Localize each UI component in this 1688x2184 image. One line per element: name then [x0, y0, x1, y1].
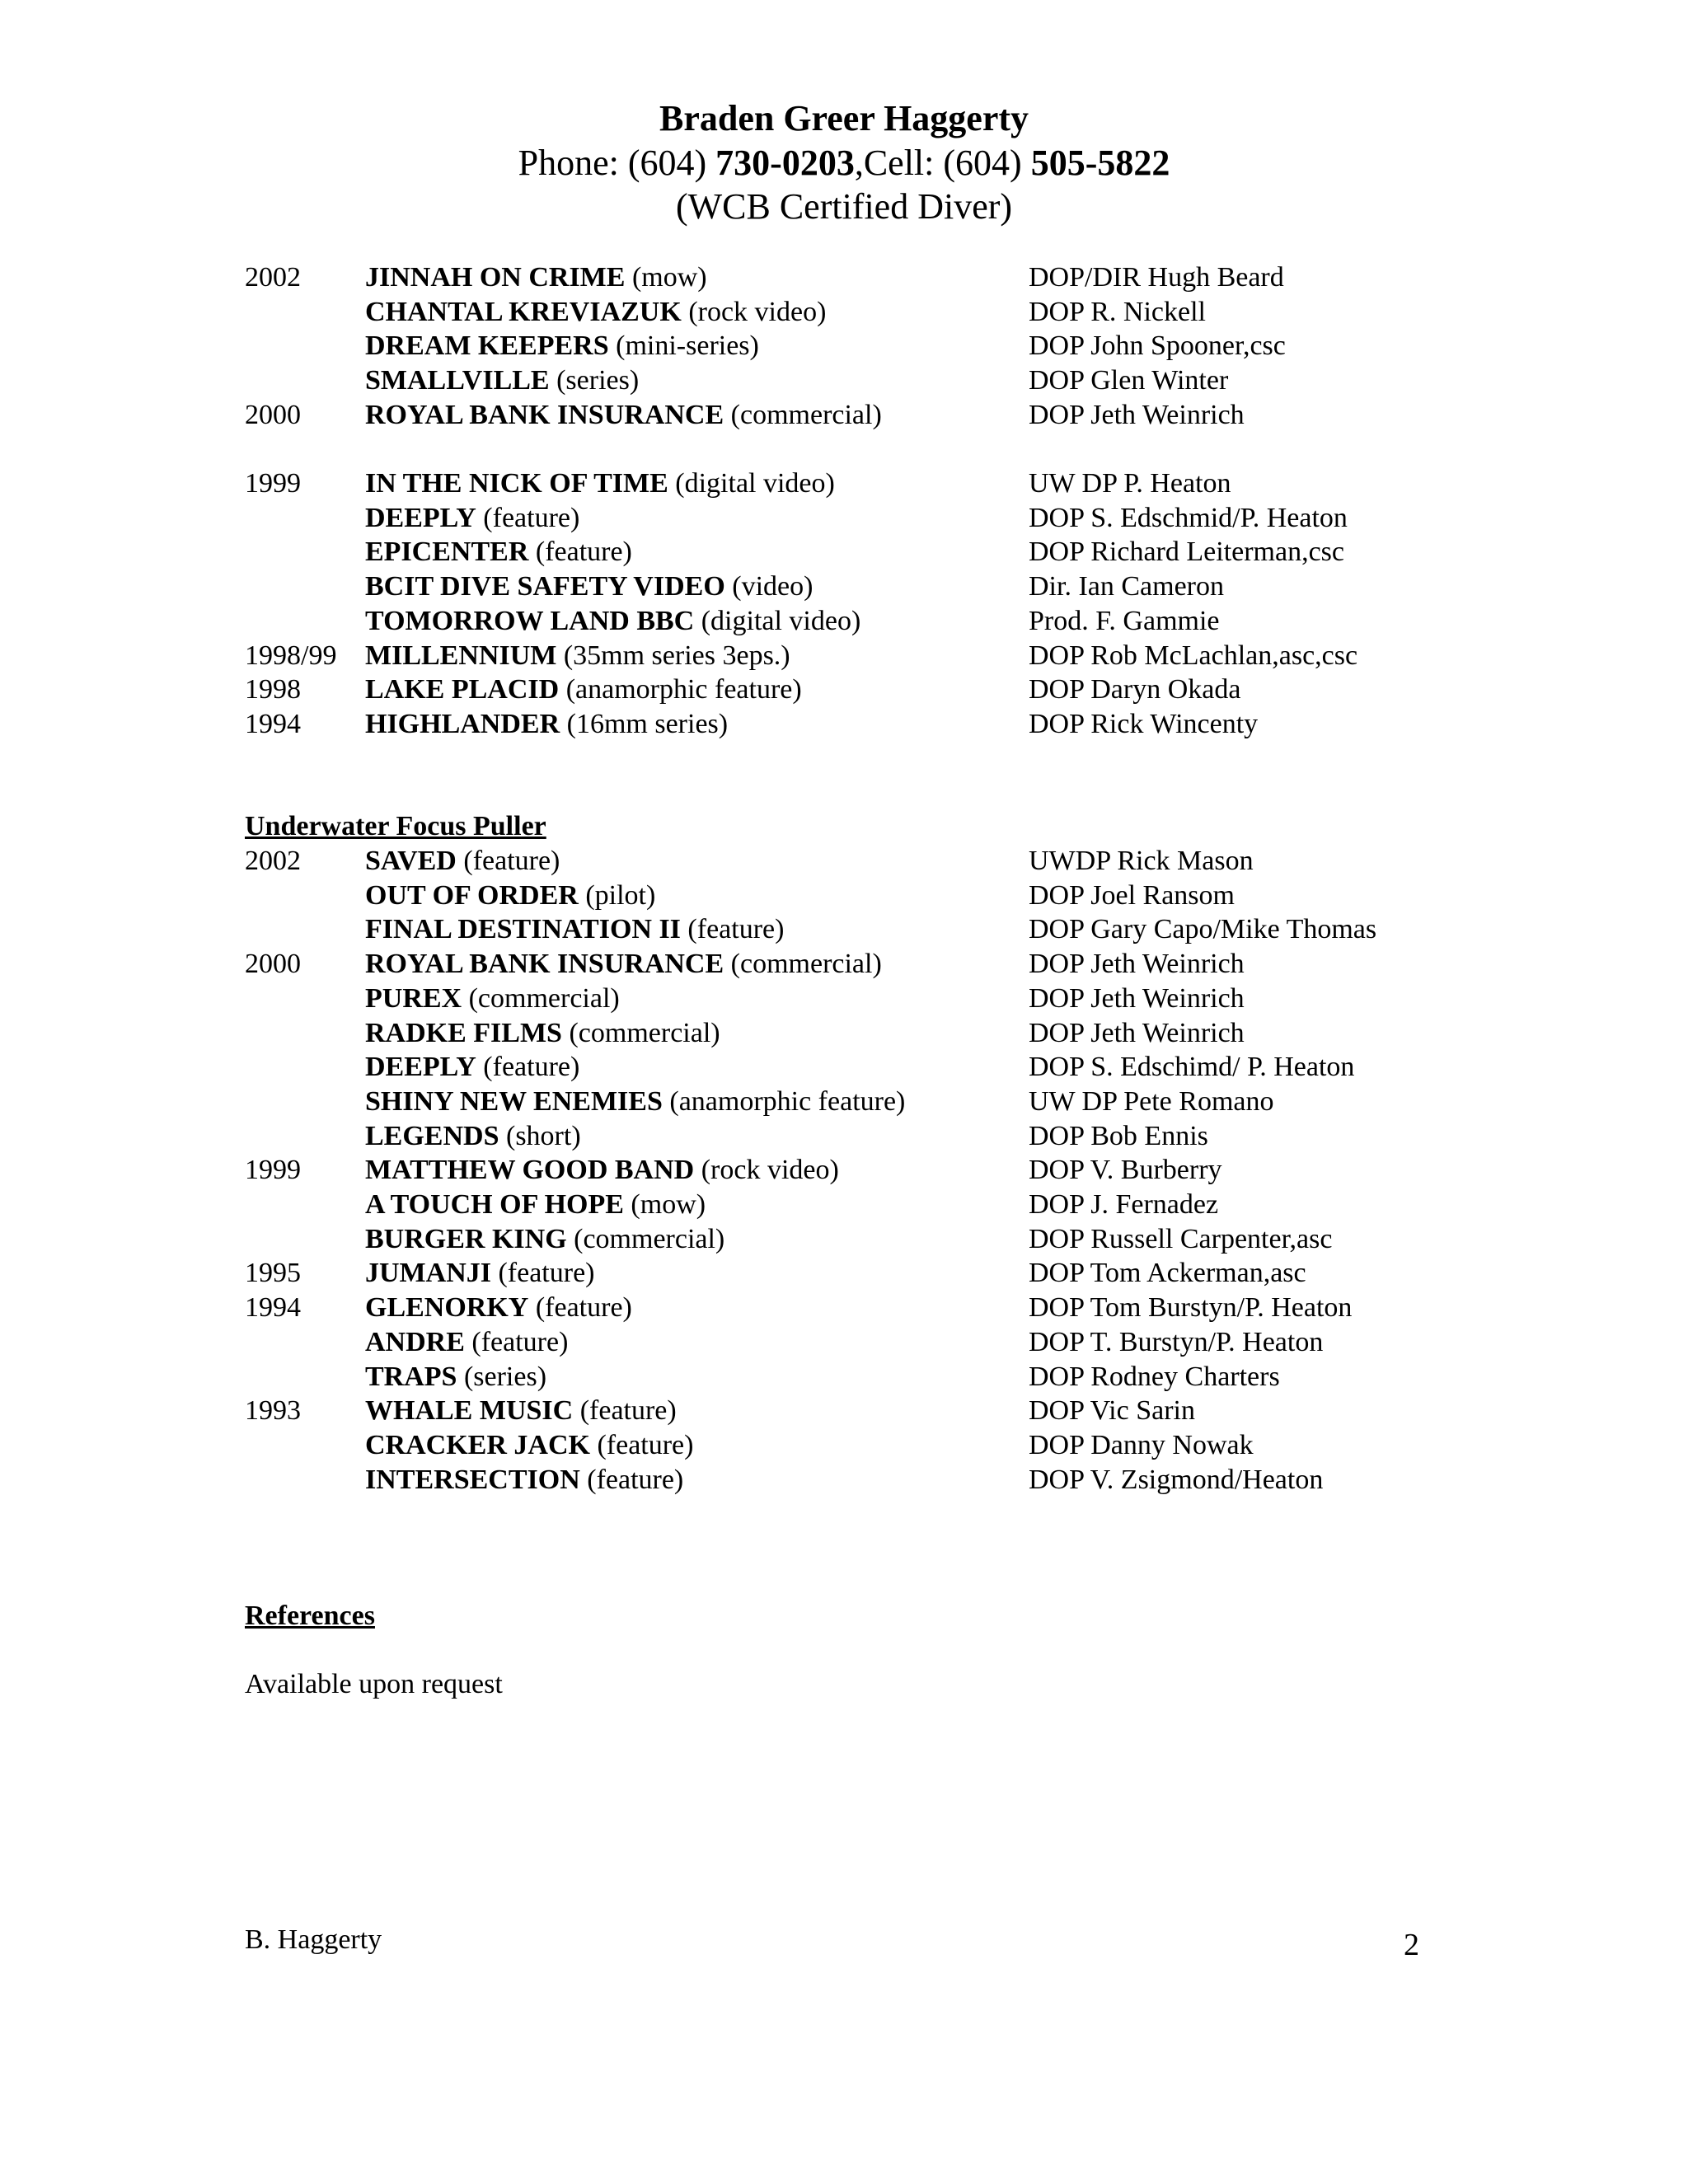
credit-dop: DOP Richard Leiterman,csc [1029, 537, 1344, 568]
credit-production [365, 640, 790, 672]
credit-type: (rock video) [688, 296, 827, 327]
credit-dop: DOP Vic Sarin [1029, 1395, 1195, 1427]
credit-type: (feature) [587, 1464, 684, 1495]
credit-type: (commercial) [569, 1017, 720, 1048]
credit-year: 2002 [245, 262, 301, 293]
credit-type: (anamorphic feature) [565, 674, 802, 705]
credit-row [0, 1258, 1688, 1291]
credit-year: 1993 [245, 1395, 301, 1427]
footer-author: B. Haggerty [245, 1924, 382, 1955]
credit-production [365, 674, 802, 705]
credit-title: INTERSECTION [365, 1464, 580, 1495]
credit-year: 1999 [245, 1155, 301, 1186]
credit-production [365, 330, 759, 362]
credit-dop: DOP V. Zsigmond/Heaton [1029, 1464, 1324, 1495]
credit-dop: DOP Tom Ackerman,asc [1029, 1258, 1306, 1289]
credit-production [365, 949, 882, 980]
credit-row [0, 537, 1688, 569]
credit-row [0, 949, 1688, 982]
focus-puller-heading: Underwater Focus Puller [245, 811, 546, 841]
credit-type: (feature) [498, 1258, 595, 1289]
credit-row [0, 571, 1688, 604]
credit-title: TRAPS [365, 1361, 457, 1392]
credit-row [0, 1430, 1688, 1463]
credit-production [365, 1465, 683, 1496]
credit-type: (feature) [687, 914, 785, 945]
credit-dop: DOP J. Fernadez [1029, 1189, 1219, 1220]
credit-dop: DOP/DIR Hugh Beard [1029, 262, 1284, 293]
credit-title: CRACKER JACK [365, 1429, 590, 1460]
cell-label: ,Cell: (604) [854, 143, 1031, 183]
credit-row [0, 1018, 1688, 1051]
credit-dop: DOP Rick Wincenty [1029, 708, 1259, 739]
phone-label: Phone: (604) [518, 143, 716, 183]
credit-type: (feature) [579, 1395, 677, 1427]
credit-type: (video) [732, 571, 814, 602]
credit-type: (mini-series) [616, 330, 759, 362]
credit-production [365, 880, 655, 912]
credit-production [365, 1155, 839, 1186]
credit-dop: Prod. F. Gammie [1029, 605, 1220, 636]
credit-production [365, 1121, 581, 1152]
credit-row [0, 674, 1688, 707]
credit-row [0, 262, 1688, 295]
credit-title: SAVED [365, 846, 457, 876]
contact-line [0, 142, 1688, 184]
credit-dop: UWDP Rick Mason [1029, 846, 1254, 876]
credit-title: LEGENDS [365, 1120, 499, 1151]
credit-dop: DOP Rob McLachlan,asc,csc [1029, 640, 1358, 671]
credit-row [0, 846, 1688, 879]
credit-type: (series) [556, 365, 640, 396]
credit-row [0, 1155, 1688, 1188]
credit-row [0, 914, 1688, 947]
credit-title: HIGHLANDER [365, 708, 560, 739]
credit-year: 1998 [245, 674, 301, 705]
credit-production [365, 1052, 579, 1083]
credit-title: OUT OF ORDER [365, 879, 579, 911]
credit-type: (mow) [631, 1189, 706, 1220]
credit-title: CHANTAL KREVIAZUK [365, 296, 682, 327]
credit-title: SHINY NEW ENEMIES [365, 1085, 663, 1117]
credit-production [365, 468, 835, 499]
credit-row [0, 503, 1688, 536]
credit-title: ROYAL BANK INSURANCE [365, 399, 724, 430]
credit-dop: DOP T. Burstyn/P. Heaton [1029, 1326, 1324, 1357]
credit-title: EPICENTER [365, 537, 529, 568]
credit-production [365, 1395, 677, 1427]
credit-title: LAKE PLACID [365, 674, 560, 705]
credit-production [365, 400, 882, 431]
credit-title: DEEPLY [365, 1052, 476, 1083]
credit-type: (feature) [483, 502, 580, 533]
credit-production [365, 1189, 706, 1221]
credit-row [0, 468, 1688, 501]
credit-row [0, 1327, 1688, 1360]
credit-type: (series) [463, 1361, 547, 1392]
credit-title: MILLENNIUM [365, 640, 557, 671]
credit-year: 1995 [245, 1258, 301, 1289]
credit-type: (rock video) [701, 1155, 839, 1186]
credit-row [0, 365, 1688, 398]
credit-title: MATTHEW GOOD BAND [365, 1155, 695, 1186]
credit-title: A TOUCH OF HOPE [365, 1189, 624, 1220]
credit-title: ROYAL BANK INSURANCE [365, 949, 724, 980]
credit-production [365, 606, 860, 637]
credit-row [0, 400, 1688, 433]
credit-production [365, 297, 826, 328]
credit-production [365, 1361, 546, 1393]
credit-type: (mow) [631, 262, 707, 293]
credit-dop: UW DP Pete Romano [1029, 1085, 1274, 1117]
credit-type: (feature) [463, 846, 560, 876]
credit-title: JUMANJI [365, 1258, 491, 1289]
credit-production [365, 1292, 632, 1324]
credit-production [365, 709, 728, 740]
credit-production [365, 983, 620, 1015]
credit-row [0, 1395, 1688, 1428]
credit-dop: DOP R. Nickell [1029, 296, 1207, 327]
credit-production [365, 1224, 724, 1255]
credit-dop: DOP Glen Winter [1029, 365, 1229, 396]
credit-type: (feature) [471, 1326, 569, 1357]
credit-type: (feature) [597, 1429, 694, 1460]
credit-production [365, 1327, 568, 1358]
credit-title: IN THE NICK OF TIME [365, 468, 668, 499]
credit-production [365, 914, 784, 945]
credit-production [365, 1258, 595, 1289]
credit-row [0, 297, 1688, 330]
phone-number: 730-0203 [715, 143, 855, 183]
references-heading: References [245, 1601, 375, 1631]
credit-year: 2002 [245, 846, 301, 876]
credit-type: (feature) [535, 537, 632, 568]
credit-title: BCIT DIVE SAFETY VIDEO [365, 571, 725, 602]
credit-row [0, 640, 1688, 673]
credit-row [0, 330, 1688, 363]
credit-row [0, 709, 1688, 742]
credit-title: JINNAH ON CRIME [365, 262, 626, 293]
credit-dop: DOP Daryn Okada [1029, 674, 1241, 705]
credit-type: (commercial) [730, 949, 882, 980]
credit-dop: DOP Russell Carpenter,asc [1029, 1223, 1333, 1254]
credit-dop: DOP S. Edschimd/ P. Heaton [1029, 1052, 1355, 1083]
credit-production [365, 262, 707, 293]
credit-year: 2000 [245, 949, 301, 980]
credit-type: (commercial) [574, 1223, 725, 1254]
credit-title: SMALLVILLE [365, 365, 550, 396]
credit-title: PUREX [365, 982, 462, 1014]
credit-title: ANDRE [365, 1326, 465, 1357]
credit-dop: DOP Jeth Weinrich [1029, 982, 1245, 1014]
credit-dop: UW DP P. Heaton [1029, 468, 1231, 499]
credit-production [365, 846, 560, 877]
credit-title: WHALE MUSIC [365, 1395, 574, 1427]
credit-title: BURGER KING [365, 1223, 567, 1254]
credit-year: 2000 [245, 399, 301, 430]
credit-type: (16mm series) [566, 708, 729, 739]
credit-row [0, 1189, 1688, 1222]
credit-type: (feature) [535, 1292, 632, 1324]
references-text: Available upon request [245, 1669, 503, 1699]
credit-type: (commercial) [468, 982, 620, 1014]
credit-dop: DOP Jeth Weinrich [1029, 1017, 1245, 1048]
credit-dop: DOP Gary Capo/Mike Thomas [1029, 914, 1377, 945]
credit-production [365, 1018, 720, 1049]
credit-production [365, 537, 632, 568]
certification: (WCB Certified Diver) [675, 186, 1013, 227]
credit-year: 1994 [245, 708, 301, 739]
credit-production [365, 1086, 905, 1118]
credit-row [0, 606, 1688, 639]
credit-row [0, 1121, 1688, 1154]
credit-production [365, 1430, 693, 1461]
credit-row [0, 1292, 1688, 1325]
credit-title: RADKE FILMS [365, 1017, 562, 1048]
credit-year: 1999 [245, 468, 301, 499]
credit-dop: DOP Bob Ennis [1029, 1120, 1208, 1151]
credit-type: (short) [506, 1120, 581, 1151]
credit-dop: DOP Joel Ransom [1029, 879, 1235, 911]
credit-type: (commercial) [730, 399, 882, 430]
credit-title: FINAL DESTINATION II [365, 914, 681, 945]
credit-row [0, 1361, 1688, 1394]
credit-dop: DOP Danny Nowak [1029, 1429, 1254, 1460]
credit-type: (anamorphic feature) [669, 1085, 906, 1117]
credit-type: (35mm series 3eps.) [563, 640, 790, 671]
credit-row [0, 983, 1688, 1016]
credit-dop: DOP John Spooner,csc [1029, 330, 1286, 362]
credit-dop: DOP Tom Burstyn/P. Heaton [1029, 1292, 1353, 1324]
credit-title: GLENORKY [365, 1292, 529, 1324]
credit-type: (feature) [483, 1052, 580, 1083]
credit-dop: DOP Rodney Charters [1029, 1361, 1280, 1392]
credit-production [365, 365, 639, 396]
credit-type: (digital video) [701, 605, 861, 636]
resume-name: Braden Greer Haggerty [659, 98, 1029, 138]
credit-dop: Dir. Ian Cameron [1029, 571, 1224, 602]
credit-title: TOMORROW LAND BBC [365, 605, 695, 636]
credit-type: (pilot) [585, 879, 656, 911]
credit-dop: DOP V. Burberry [1029, 1155, 1222, 1186]
credit-row [0, 1086, 1688, 1119]
credit-production [365, 503, 579, 534]
credit-title: DREAM KEEPERS [365, 330, 609, 362]
credit-type: (digital video) [675, 468, 835, 499]
credit-dop: DOP S. Edschmid/P. Heaton [1029, 502, 1348, 533]
credit-year: 1994 [245, 1292, 301, 1324]
cell-number: 505-5822 [1030, 143, 1170, 183]
credit-row [0, 1052, 1688, 1085]
credit-year: 1998/99 [245, 640, 337, 671]
credit-row [0, 1224, 1688, 1257]
credit-dop: DOP Jeth Weinrich [1029, 949, 1245, 980]
credit-title: DEEPLY [365, 502, 476, 533]
page-number: 2 [1404, 1928, 1419, 1962]
credit-row [0, 1465, 1688, 1497]
credit-production [365, 571, 813, 602]
credit-row [0, 880, 1688, 913]
credit-dop: DOP Jeth Weinrich [1029, 399, 1245, 430]
